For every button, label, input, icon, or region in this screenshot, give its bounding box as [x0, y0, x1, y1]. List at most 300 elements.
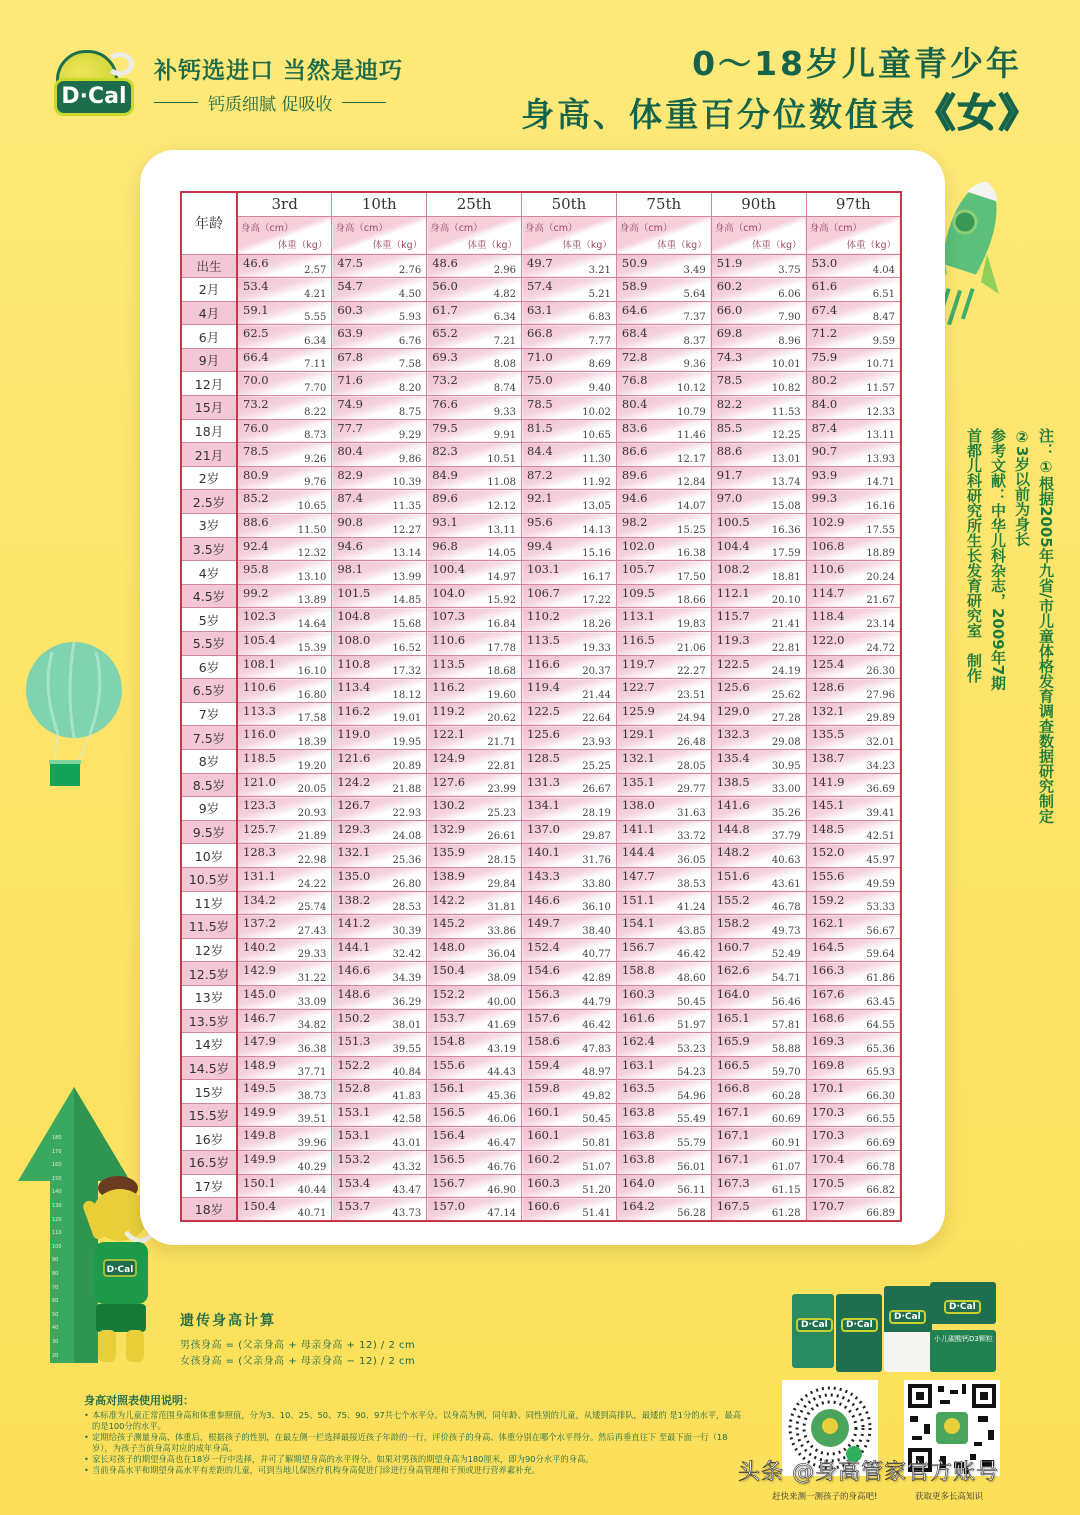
weight-value: 20.10 — [771, 595, 801, 607]
height-value: 64.6 — [621, 302, 648, 317]
weight-value: 17.32 — [392, 666, 422, 678]
value-cell — [616, 726, 711, 750]
height-value: 113.5 — [432, 656, 466, 671]
weight-value: 8.20 — [398, 383, 422, 395]
height-unit-label: 身高（cm） — [714, 222, 768, 234]
weight-value: 16.38 — [677, 548, 706, 560]
value-cell — [616, 1080, 711, 1104]
value-cell — [806, 608, 901, 632]
value-cell — [522, 372, 617, 396]
value-cell — [237, 1103, 332, 1127]
weight-value: 29.89 — [866, 713, 895, 725]
height-value: 168.6 — [811, 1010, 845, 1025]
height-value: 164.0 — [716, 986, 750, 1001]
value-cell — [332, 466, 427, 490]
product-logo: D·Cal — [889, 1310, 926, 1324]
value-cell — [711, 985, 806, 1009]
weight-value: 17.55 — [866, 524, 895, 536]
weight-value: 60.69 — [771, 1114, 801, 1126]
weight-value: 15.25 — [677, 524, 706, 536]
table-row — [181, 278, 901, 302]
height-value: 125.4 — [811, 656, 845, 671]
height-value: 150.2 — [337, 1010, 371, 1025]
height-value: 147.9 — [243, 1034, 276, 1049]
value-cell — [332, 325, 427, 349]
height-value: 108.1 — [243, 656, 276, 671]
height-value: 65.2 — [432, 326, 458, 341]
height-value: 149.9 — [243, 1152, 276, 1167]
height-value: 152.4 — [527, 939, 560, 954]
ruler-tick: 110 — [52, 1230, 62, 1237]
formula-boy: 男孩身高 = (父亲身高 + 母亲身高 + 12) / 2 cm — [180, 1340, 416, 1351]
height-value: 125.6 — [527, 727, 560, 742]
height-value: 71.0 — [527, 349, 553, 364]
age-cell: 16.5岁 — [181, 1151, 237, 1175]
height-value: 153.1 — [337, 1104, 371, 1119]
weight-value: 18.81 — [771, 571, 801, 583]
age-cell: 16岁 — [181, 1127, 237, 1151]
age-cell: 7.5岁 — [181, 726, 237, 750]
value-cell — [237, 679, 332, 703]
weight-value: 61.07 — [771, 1161, 801, 1173]
weight-value: 23.93 — [582, 736, 611, 748]
unit-header — [806, 216, 901, 254]
weight-value: 17.22 — [582, 595, 611, 607]
height-value: 148.0 — [432, 939, 466, 954]
weight-value: 6.34 — [304, 335, 327, 347]
weight-value: 55.79 — [677, 1138, 706, 1150]
weight-value: 15.68 — [392, 619, 422, 630]
height-value: 129.3 — [337, 821, 371, 836]
weight-value: 14.05 — [487, 548, 517, 560]
height-value: 78.5 — [527, 397, 553, 412]
weight-value: 42.58 — [392, 1114, 422, 1126]
height-value: 147.7 — [621, 868, 655, 883]
height-value: 74.3 — [716, 349, 743, 364]
value-cell — [237, 749, 332, 773]
weight-value: 38.73 — [297, 1090, 327, 1102]
height-value: 162.4 — [621, 1034, 655, 1049]
height-value: 60.3 — [337, 302, 363, 317]
value-cell — [616, 773, 711, 797]
height-value: 154.6 — [527, 963, 560, 978]
height-value: 148.5 — [811, 821, 845, 836]
height-value: 164.0 — [621, 1175, 655, 1190]
value-cell — [237, 490, 332, 514]
table-row — [181, 396, 901, 420]
height-value: 121.0 — [243, 774, 276, 789]
value-cell — [806, 1103, 901, 1127]
value-cell — [616, 608, 711, 632]
value-cell — [237, 514, 332, 538]
table-body — [181, 254, 901, 1221]
weight-value: 58.88 — [771, 1043, 801, 1055]
weight-value: 30.95 — [771, 760, 801, 772]
table-row — [181, 1103, 901, 1127]
height-value: 141.6 — [716, 798, 750, 813]
height-value: 164.5 — [811, 939, 845, 954]
height-value: 53.0 — [811, 255, 838, 270]
value-cell — [332, 1174, 427, 1198]
height-value: 153.7 — [432, 1010, 466, 1025]
value-cell — [427, 1033, 522, 1057]
weight-value: 20.24 — [866, 571, 895, 583]
value-cell — [332, 962, 427, 986]
weight-value: 43.01 — [392, 1138, 422, 1150]
ruler-tick: 140 — [52, 1189, 62, 1196]
instruction-item: • 本标准为儿童正常范围身高和体重参照值，分为3、10、25、50、75、90、97共七个水平分。以身高为例，同年龄、同性别的儿童，从矮到高排队，最矮的 是1分的水平，最高的是100分的水平。 — [84, 1410, 744, 1432]
value-cell — [806, 1151, 901, 1175]
value-cell — [427, 1103, 522, 1127]
value-cell — [711, 254, 806, 278]
weight-value: 65.93 — [866, 1067, 895, 1079]
weight-value: 26.48 — [677, 736, 706, 748]
weight-value: 61.86 — [866, 972, 895, 984]
weight-value: 40.44 — [297, 1185, 327, 1197]
value-cell — [806, 1033, 901, 1057]
weight-value: 20.62 — [487, 713, 517, 725]
value-cell — [806, 254, 901, 278]
height-value: 130.2 — [432, 798, 466, 813]
table-row — [181, 1056, 901, 1080]
height-value: 107.3 — [432, 609, 466, 624]
height-value: 125.7 — [243, 821, 276, 836]
height-value: 58.9 — [621, 279, 648, 294]
value-cell — [332, 749, 427, 773]
table-row — [181, 419, 901, 443]
value-cell — [522, 820, 617, 844]
weight-value: 9.91 — [493, 430, 517, 442]
height-value: 152.8 — [337, 1081, 371, 1096]
weight-value: 5.21 — [588, 288, 611, 300]
weight-value: 16.10 — [297, 666, 327, 678]
slogan-sub-text: 钙质细腻 促吸收 — [208, 95, 333, 115]
weight-value: 8.75 — [398, 406, 422, 418]
value-cell — [332, 985, 427, 1009]
value-cell — [616, 655, 711, 679]
value-cell — [806, 561, 901, 585]
age-cell: 12.5岁 — [181, 962, 237, 986]
value-cell — [332, 254, 427, 278]
height-value: 134.2 — [243, 892, 276, 907]
height-value: 83.6 — [621, 420, 648, 435]
height-value: 97.0 — [716, 491, 743, 506]
weight-value: 37.71 — [297, 1067, 327, 1079]
weight-value: 36.69 — [866, 784, 895, 796]
height-value: 142.2 — [432, 892, 466, 907]
height-value: 154.8 — [432, 1034, 466, 1049]
height-value: 125.6 — [716, 680, 750, 695]
height-value: 109.5 — [621, 585, 655, 600]
weight-value: 9.29 — [398, 430, 422, 442]
height-value: 122.5 — [716, 656, 750, 671]
weight-value: 9.76 — [304, 477, 327, 489]
value-cell — [427, 773, 522, 797]
value-cell — [711, 915, 806, 939]
height-value: 152.2 — [337, 1057, 371, 1072]
height-value: 138.2 — [337, 892, 371, 907]
height-value: 140.1 — [527, 845, 560, 860]
weight-value: 10.01 — [771, 359, 801, 371]
table-row — [181, 325, 901, 349]
value-cell — [711, 1103, 806, 1127]
height-value: 132.1 — [811, 703, 845, 718]
height-value: 80.9 — [243, 467, 269, 482]
height-value: 87.4 — [337, 491, 363, 506]
height-value: 110.8 — [337, 656, 371, 671]
table-row — [181, 372, 901, 396]
value-cell — [237, 584, 332, 608]
value-cell — [522, 1056, 617, 1080]
height-value: 167.1 — [716, 1128, 750, 1143]
value-cell — [616, 396, 711, 420]
qr-left-caption: 赶快来测一测孩子的身高吧! — [772, 1492, 878, 1502]
weight-value: 60.91 — [771, 1138, 801, 1150]
value-cell — [237, 844, 332, 868]
height-value: 156.3 — [527, 986, 560, 1001]
value-cell — [806, 726, 901, 750]
weight-value: 48.60 — [677, 972, 706, 984]
value-cell — [237, 820, 332, 844]
age-cell: 18岁 — [181, 1198, 237, 1222]
weight-value: 31.81 — [487, 902, 517, 914]
weight-value: 64.55 — [866, 1020, 895, 1032]
height-value: 161.6 — [621, 1010, 655, 1025]
product-box — [884, 1286, 932, 1372]
height-unit-label: 身高（cm） — [619, 222, 673, 234]
value-cell — [806, 396, 901, 420]
value-cell — [616, 1033, 711, 1057]
height-value: 80.4 — [621, 397, 648, 412]
divider-line — [154, 102, 198, 103]
height-value: 132.3 — [716, 727, 750, 742]
height-value: 80.4 — [337, 444, 363, 459]
value-cell — [616, 301, 711, 325]
height-value: 125.9 — [621, 703, 655, 718]
value-cell — [616, 537, 711, 561]
age-cell: 14岁 — [181, 1033, 237, 1057]
weight-value: 16.84 — [487, 619, 517, 630]
table-row — [181, 608, 901, 632]
value-cell — [522, 443, 617, 467]
height-value: 167.5 — [716, 1199, 750, 1214]
value-cell — [616, 348, 711, 372]
table-row — [181, 1174, 901, 1198]
weight-value: 10.79 — [677, 406, 706, 418]
value-cell — [711, 608, 806, 632]
weight-value: 49.82 — [582, 1090, 611, 1102]
value-cell — [427, 537, 522, 561]
value-cell — [522, 1174, 617, 1198]
weight-value: 61.15 — [771, 1185, 801, 1197]
height-value: 104.0 — [432, 585, 466, 600]
weight-value: 25.74 — [297, 902, 327, 914]
height-value: 122.0 — [811, 633, 845, 647]
value-cell — [711, 820, 806, 844]
value-cell — [711, 301, 806, 325]
value-cell — [806, 655, 901, 679]
value-cell — [806, 443, 901, 467]
height-value: 80.2 — [811, 373, 838, 388]
value-cell — [616, 1127, 711, 1151]
height-value: 160.6 — [527, 1199, 560, 1214]
height-value: 167.6 — [811, 986, 845, 1001]
height-value: 119.3 — [716, 633, 750, 647]
height-value: 85.2 — [243, 491, 269, 506]
value-cell — [427, 490, 522, 514]
percentile-header: 3rd — [237, 192, 332, 216]
table-row — [181, 797, 901, 821]
weight-value: 7.58 — [398, 359, 422, 371]
height-value: 86.6 — [621, 444, 648, 459]
table-row — [181, 962, 901, 986]
weight-value: 32.01 — [866, 736, 895, 748]
weight-value: 51.07 — [582, 1161, 611, 1173]
weight-value: 39.41 — [866, 807, 895, 819]
weight-value: 28.19 — [582, 807, 611, 819]
table-row — [181, 726, 901, 750]
product-logo: D·Cal — [841, 1318, 878, 1332]
height-value: 132.1 — [337, 845, 371, 860]
weight-value: 11.35 — [392, 501, 422, 513]
value-cell — [427, 820, 522, 844]
height-value: 85.5 — [716, 420, 743, 435]
value-cell — [711, 1009, 806, 1033]
value-cell — [711, 1080, 806, 1104]
value-cell — [332, 891, 427, 915]
height-value: 116.5 — [621, 633, 655, 647]
value-cell — [522, 325, 617, 349]
weight-value: 17.78 — [487, 642, 517, 654]
height-value: 113.3 — [243, 703, 276, 718]
height-value: 74.9 — [337, 397, 363, 412]
height-value: 121.6 — [337, 750, 371, 765]
value-cell — [616, 419, 711, 443]
height-value: 167.3 — [716, 1175, 750, 1190]
height-value: 127.6 — [432, 774, 466, 789]
weight-value: 7.37 — [683, 312, 706, 324]
weight-value: 54.71 — [771, 972, 801, 984]
weight-value: 10.39 — [392, 477, 422, 489]
value-cell — [427, 962, 522, 986]
value-cell — [806, 820, 901, 844]
height-value: 141.2 — [337, 916, 371, 931]
weight-value: 25.23 — [487, 807, 517, 819]
weight-value: 7.77 — [588, 335, 611, 347]
unit-header — [711, 216, 806, 254]
weight-value: 14.71 — [866, 477, 895, 489]
height-value: 71.6 — [337, 373, 363, 388]
weight-value: 59.64 — [866, 949, 895, 961]
weight-value: 9.86 — [398, 453, 422, 465]
value-cell — [806, 466, 901, 490]
product-logo: D·Cal — [796, 1318, 833, 1332]
weight-unit-label: 体重（kg） — [657, 239, 707, 251]
height-value: 153.7 — [337, 1199, 371, 1214]
svg-text:D·Cal: D·Cal — [106, 1265, 134, 1275]
value-cell — [711, 1127, 806, 1151]
height-value: 82.3 — [432, 444, 458, 459]
height-unit-label: 身高（cm） — [525, 222, 578, 234]
age-cell: 10岁 — [181, 844, 237, 868]
weight-value: 29.08 — [771, 736, 801, 748]
age-cell: 2月 — [181, 278, 237, 302]
weight-value: 11.08 — [487, 477, 517, 489]
age-column-header: 年龄 — [181, 192, 237, 254]
weight-value: 16.17 — [582, 571, 611, 583]
unit-header — [427, 216, 522, 254]
height-value: 73.2 — [243, 397, 269, 412]
height-value: 76.8 — [621, 373, 648, 388]
value-cell — [237, 632, 332, 656]
weight-unit-label: 体重（kg） — [846, 239, 896, 251]
weight-value: 15.39 — [297, 642, 327, 654]
height-value: 61.7 — [432, 302, 458, 317]
weight-value: 6.34 — [493, 312, 517, 324]
value-cell — [711, 584, 806, 608]
value-cell — [332, 278, 427, 302]
age-cell: 9岁 — [181, 797, 237, 821]
weight-value: 15.08 — [771, 501, 801, 513]
table-row — [181, 915, 901, 939]
value-cell — [427, 348, 522, 372]
value-cell — [711, 1151, 806, 1175]
height-value: 170.4 — [811, 1152, 845, 1167]
weight-value: 46.06 — [487, 1114, 517, 1126]
table-row — [181, 679, 901, 703]
height-value: 116.2 — [337, 703, 371, 718]
value-cell — [237, 466, 332, 490]
percentile-header: 90th — [711, 192, 806, 216]
age-cell: 2.5岁 — [181, 490, 237, 514]
weight-value: 29.84 — [487, 878, 517, 890]
weight-value: 22.64 — [582, 713, 611, 725]
value-cell — [806, 584, 901, 608]
weight-value: 23.99 — [487, 784, 517, 796]
weight-value: 9.26 — [304, 453, 327, 465]
weight-value: 38.53 — [677, 878, 706, 890]
value-cell — [806, 1080, 901, 1104]
value-cell — [806, 985, 901, 1009]
weight-value: 20.93 — [297, 807, 327, 819]
height-value: 114.7 — [811, 585, 845, 600]
weight-value: 23.51 — [677, 689, 706, 701]
height-value: 119.2 — [432, 703, 466, 718]
height-value: 87.4 — [811, 420, 838, 435]
unit-header — [237, 216, 332, 254]
ruler-tick: 160 — [52, 1162, 62, 1169]
value-cell — [237, 348, 332, 372]
product-logo: D·Cal — [944, 1300, 981, 1314]
weight-value: 38.01 — [392, 1020, 422, 1032]
ruler-tick: 150 — [52, 1175, 62, 1182]
height-value: 66.4 — [243, 349, 269, 364]
table-row — [181, 632, 901, 656]
height-value: 135.0 — [337, 868, 371, 883]
unit-header-row — [181, 216, 901, 254]
weight-value: 7.70 — [304, 383, 327, 395]
height-value: 157.0 — [432, 1199, 466, 1214]
weight-value: 13.05 — [582, 501, 611, 513]
weight-value: 3.75 — [778, 265, 801, 277]
height-value: 163.1 — [621, 1057, 655, 1072]
weight-value: 66.82 — [866, 1185, 895, 1197]
weight-value: 8.74 — [493, 383, 517, 395]
height-value: 135.4 — [716, 750, 750, 765]
ruler-tick: 100 — [52, 1243, 62, 1250]
value-cell — [711, 844, 806, 868]
weight-value: 19.95 — [392, 736, 422, 748]
